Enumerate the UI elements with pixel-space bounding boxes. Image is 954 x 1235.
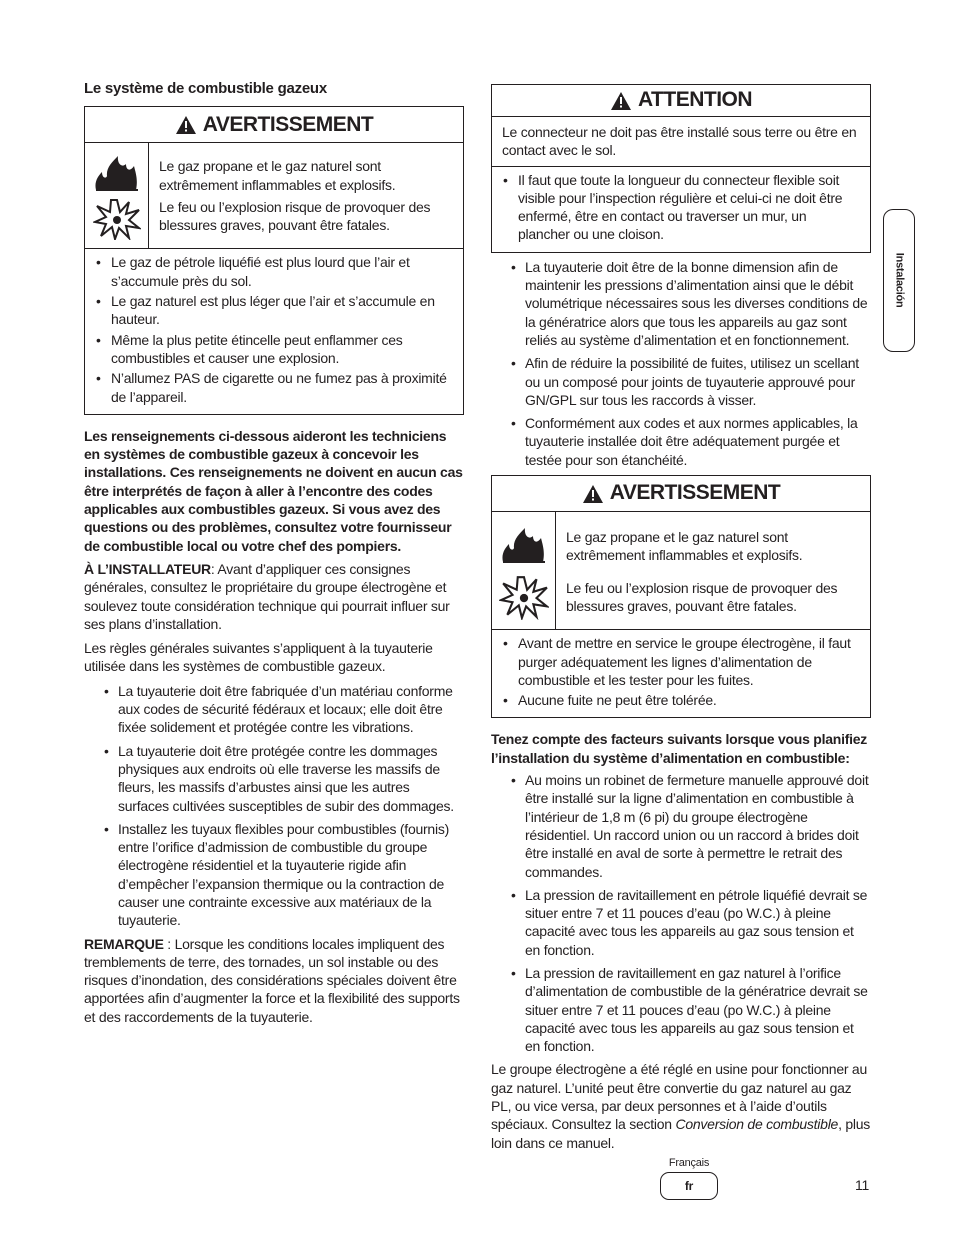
list-item: • Avant de mettre en service le groupe électrogène, il faut purger adéquatement les lignes d’alimentation de combustible et les tester pour les fuites. — [502, 634, 860, 689]
section-heading: Le système de combustible gazeux — [84, 80, 327, 97]
list-item: • N’allumez PAS de cigarette ou ne fumez pas à proximité de l’appareil. — [95, 369, 453, 406]
page-number: 11 — [855, 1177, 870, 1193]
flame-icon — [92, 152, 142, 192]
list-item: • Au moins un robinet de fermeture manuelle approuvé doit être installé sur la ligne d’alimentation en combustible à l’intérieur de 1,8 m (6 pi) du groupe électrogène résidentiel. Un raccord union ou un raccord à brides doit être installé en aval de sorte à permettre le retrait des commandes. — [511, 771, 871, 881]
note-para — [84, 935, 464, 1026]
flame-icon — [499, 521, 549, 567]
warning-box-2 — [491, 475, 871, 718]
attention-box — [491, 84, 871, 253]
list-item: • Aucune fuite ne peut être tolérée. — [502, 691, 860, 709]
closing-italic: Conversion de combustible — [675, 1116, 839, 1133]
list-item: • La tuyauterie doit être protégée contre les dommages physiques aux endroits où elle traverse les massifs de fleurs, les massifs d’arbustes ainsi que les autres surfaces cultivées susceptibles de subir des dommages. — [104, 742, 464, 815]
warning-list-section — [85, 249, 463, 413]
rules-intro: Les règles générales suivantes s’appliquent à la tuyauterie utilisée dans les systèmes de combustible gazeux. — [84, 640, 433, 675]
warning-list — [502, 634, 860, 709]
list-item: • Conformément aux codes et aux normes applicables, la tuyauterie installée doit être adéquatement purgée et testée pour son étanchéité. — [511, 414, 871, 469]
attention-list — [502, 171, 860, 244]
closing-para — [491, 1060, 871, 1151]
list-item: • Le gaz naturel est plus léger que l’air et s’accumule en hauteur. — [95, 292, 453, 329]
list-item: • Afin de réduire la possibilité de fuites, utilisez un scellant ou un composé pour joints de tuyauterie approuvé pour GN/GPL sur tous les raccords à visser. — [511, 354, 871, 409]
explosion-icon — [499, 574, 549, 620]
list-item: • La pression de ravitaillement en pétrole liquéfié devrait se situer entre 7 et 11 pouces d’eau (po W.C.) à pleine capacité avec tous les appareils au gaz sous tension et en fonction. — [511, 886, 871, 959]
installer-text: : Avant d’appliquer ces consignes générales, consultez le propriétaire du groupe électrogène et soulevez toute considération technique qui pourrait influer sur ses plans d’installation. — [84, 560, 450, 632]
closing-text: Le groupe électrogène a été réglé en usine pour fonctionner au gaz naturel. L’unité peut être convertie du gaz naturel au gaz PL, ou vice versa, par deux personnes et à l’aide d’outils spéciaux. Consultez la section — [491, 1061, 868, 1133]
closing-end: , plus loin dans ce manuel. — [491, 1116, 871, 1151]
installer-label: À L’INSTALLATEUR — [84, 560, 211, 577]
warning-triangle-icon — [175, 115, 197, 135]
list-item: • Le gaz de pétrole liquéfié est plus lourd que l’air et s’accumule près du sol. — [95, 253, 453, 290]
list-item: • La tuyauterie doit être fabriquée d’un matériau conforme aux codes de sécurité fédéraux et locaux; elle doit être fixée solidement et protégée contre les vibrations. — [104, 682, 464, 737]
side-tab[interactable] — [883, 209, 915, 352]
warning-triangle-icon — [610, 91, 632, 111]
warning-list — [95, 253, 453, 405]
attention-title: ATTENTION — [637, 88, 753, 112]
hazard-line-1: Le gaz propane et le gaz naturel sont extrêmement inflammables et explosifs. — [159, 158, 396, 193]
language-tab[interactable]: fr — [660, 1172, 718, 1200]
warning-title-bar — [85, 107, 463, 143]
right-column — [491, 84, 871, 1152]
warning-triangle-icon — [582, 484, 604, 504]
language-label: Français — [668, 1157, 710, 1169]
attention-plain: Le connecteur ne doit pas être installé sous terre ou être en contact avec le sol. — [492, 117, 870, 167]
warning-list-section — [492, 630, 870, 717]
note-label: REMARQUE — [84, 935, 164, 952]
warning-title: AVERTISSEMENT — [202, 112, 374, 136]
installer-para — [84, 560, 464, 633]
list-item: • La pression de ravitaillement en gaz naturel à l’orifice d’alimentation de combustible de la génératrice devrait se situer entre 7 et 11 pouces d’eau (po W.C.) à pleine capacité avec tous les appareils au gaz sous tension et en fonction. — [511, 964, 871, 1055]
factors-title: Tenez compte des facteurs suivants lorsque vous planifiez l’installation du système d’alimentation en combustible: — [491, 731, 868, 766]
hazard-icons — [85, 143, 149, 248]
list-item: • Il faut que toute la longueur du connecteur flexible soit visible pour l’inspection régulière et celui-ci ne doit être enfermé, être en contact ou traverser un mur, un plancher ou une cloison. — [502, 171, 860, 244]
note-text: : Lorsque les conditions locales impliquent des tremblements de terre, des tornades, un sol instable ou des risques d’inondation, des considérations spéciales doivent être apportées afin d’augmenter la force et la flexibilité des supports et des raccordements de la tuyauterie. — [84, 935, 460, 1025]
attention-list-section — [492, 167, 870, 252]
hazard-text — [149, 143, 463, 248]
bold-intro: Les renseignements ci-dessous aideront les techniciens en systèmes de combustible gazeux à concevoir les installations. Ces renseignements ne doivent en aucun cas être interprétés de façon à aller à l’encontre des codes applicables aux combustibles gazeux. Si vous avez des questions ou des problèmes, consultez votre fournisseur de combustible local ou votre chef des pompiers. — [84, 427, 463, 554]
hazard-section — [492, 512, 870, 630]
hazard-text — [556, 512, 870, 629]
explosion-icon — [93, 198, 141, 240]
hazard-line-2: Le feu ou l’explosion risque de provoquer des blessures graves, pouvant être fatales. — [566, 579, 838, 614]
side-tab-label: Instalación — [893, 253, 906, 308]
warning-title-bar — [492, 476, 870, 512]
list-item: • Installez les tuyaux flexibles pour combustibles (fournis) entre l’orifice d’admission de combustible du groupe électrogène résidentiel et la tuyauterie rigide afin d’empêcher l’expansion thermique ou la contraction de causer une contrainte excessive aux matériaux de la tuyauterie. — [104, 820, 464, 930]
list-item: • La tuyauterie doit être de la bonne dimension afin de maintenir les pressions d’alimentation ainsi que le débit volumétrique nécessaires sous les diverses conditions de la génératrice alors que tous les appareils au gaz sont reliés au système d’alimentation et en fonctionnement. — [511, 258, 871, 349]
hazard-line-1: Le gaz propane et le gaz naturel sont extrêmement inflammables et explosifs. — [566, 529, 803, 564]
pipe-rules-list — [491, 258, 871, 469]
rules-list — [84, 682, 464, 930]
hazard-section — [85, 143, 463, 249]
left-column — [84, 80, 464, 1026]
warning-box — [84, 106, 464, 415]
factors-list — [491, 771, 871, 1055]
hazard-line-2: Le feu ou l’explosion risque de provoquer des blessures graves, pouvant être fatales. — [159, 198, 431, 234]
attention-title-bar — [492, 85, 870, 117]
hazard-icons — [492, 512, 556, 629]
list-item: • Même la plus petite étincelle peut enflammer ces combustibles et causer une explosion. — [95, 331, 453, 368]
warning-title: AVERTISSEMENT — [609, 481, 781, 505]
